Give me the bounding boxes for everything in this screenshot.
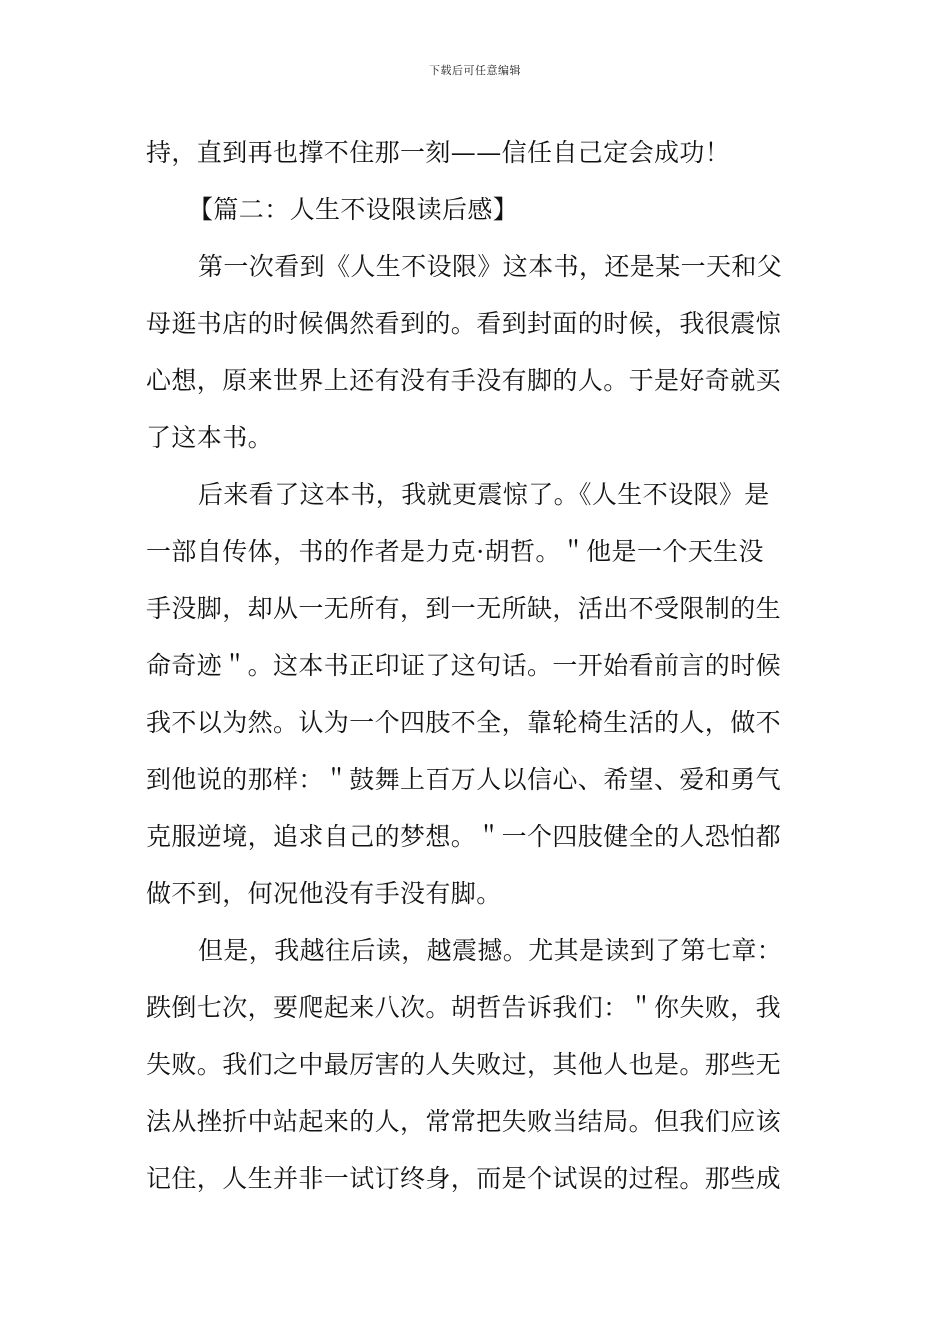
text-line: 我不以为然。认为一个四肢不全，靠轮椅生活的人，做不	[146, 708, 782, 737]
text-line: 第一次看到《人生不设限》这本书，还是某一天和父	[198, 252, 783, 281]
section-heading: 【篇二：人生不设限读后感】	[188, 195, 519, 224]
text-line: 后来看了这本书，我就更震惊了。《人生不设限》是	[198, 480, 770, 509]
text-line: 失败。我们之中最厉害的人失败过，其他人也是。那些无	[146, 1050, 782, 1079]
text-line: 记住，人生并非一试订终身，而是个试误的过程。那些成	[146, 1164, 782, 1193]
text-line: 手没脚，却从一无所有，到一无所缺，活出不受限制的生	[146, 594, 782, 623]
text-line: 法从挫折中站起来的人，常常把失败当结局。但我们应该	[146, 1107, 782, 1136]
text-line: 了这本书。	[146, 423, 274, 452]
text-line: 做不到，何况他没有手没有脚。	[146, 879, 502, 908]
text-line: 心想，原来世界上还有没有手没有脚的人。于是好奇就买	[146, 366, 782, 395]
text-line: 母逛书店的时候偶然看到的。看到封面的时候，我很震惊	[146, 309, 782, 338]
body-text	[146, 130, 806, 1213]
text-line: 跌倒七次，要爬起来八次。胡哲告诉我们：＂你失败，我	[146, 993, 782, 1022]
text-line: 持，直到再也撑不住那一刻——信任自己定会成功！	[146, 138, 731, 167]
text-line: 到他说的那样：＂鼓舞上百万人以信心、希望、爱和勇气	[146, 765, 782, 794]
header-note: 下载后可任意编辑	[429, 64, 521, 77]
text-line: 命奇迹＂。这本书正印证了这句话。一开始看前言的时候	[146, 651, 782, 680]
text-line: 克服逆境，追求自己的梦想。＂一个四肢健全的人恐怕都	[146, 822, 782, 851]
text-line: 但是，我越往后读，越震撼。尤其是读到了第七章：	[198, 936, 783, 965]
text-line: 一部自传体，书的作者是力克·胡哲。＂他是一个天生没	[146, 537, 764, 566]
